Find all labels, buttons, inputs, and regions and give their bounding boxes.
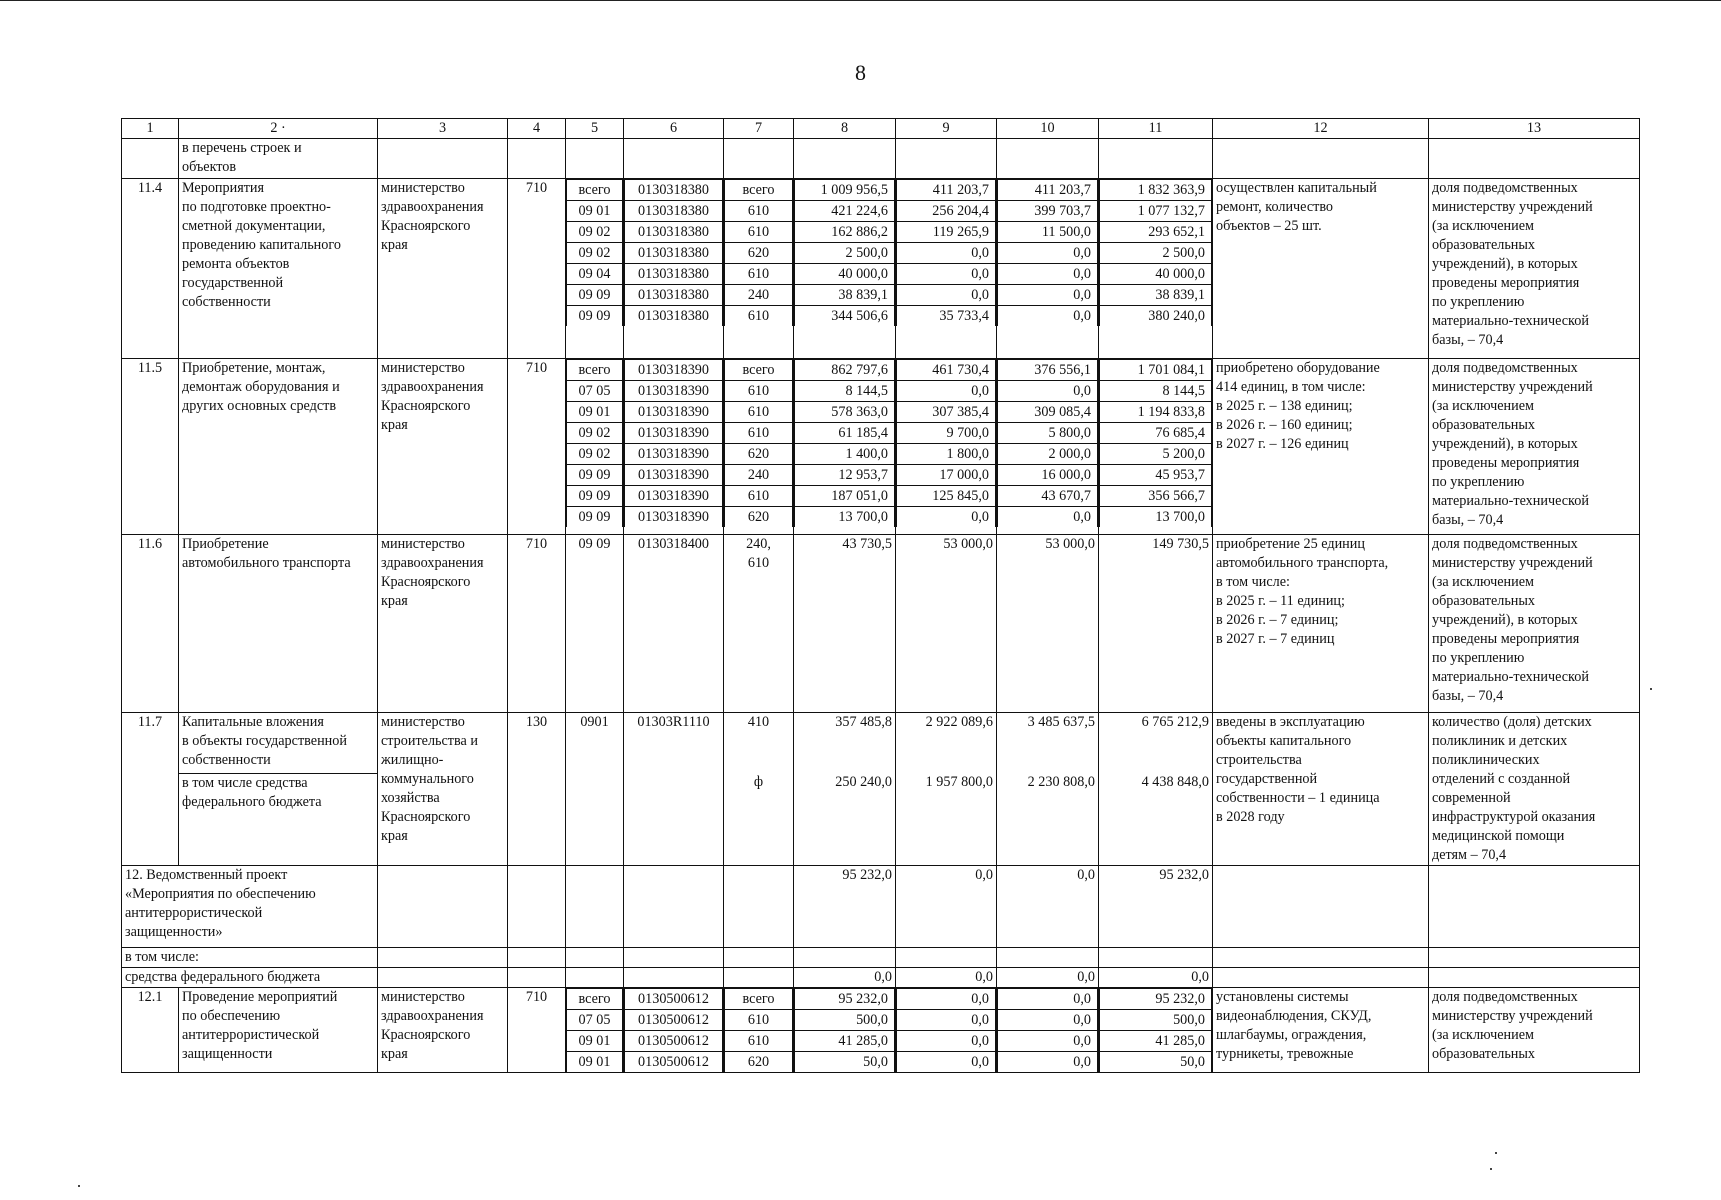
- y2-value: 0,0: [897, 243, 996, 264]
- csr-col: [624, 988, 724, 1073]
- rz-code: 0901: [566, 713, 624, 866]
- csr-value: 0130500612: [625, 989, 723, 1010]
- item-number: 12.1: [122, 988, 179, 1073]
- tot-value: 41 285,0: [1100, 1031, 1212, 1052]
- csr-value: 0130318390: [625, 486, 723, 507]
- y3-value: 0,0: [998, 285, 1098, 306]
- federal-funds-row: [122, 968, 1640, 988]
- table-row: [122, 139, 1640, 179]
- csr-col: [624, 359, 724, 535]
- vr-code: ф: [724, 773, 794, 865]
- executor: министерство строительства и жилищно- коммунального хозяйства Красноярского края: [378, 713, 508, 866]
- vr-value: 620: [725, 507, 793, 528]
- col-header: 6: [624, 119, 724, 139]
- scan-speck: [1490, 1168, 1492, 1170]
- y2-col: [896, 359, 997, 535]
- tot-value: 500,0: [1100, 1010, 1212, 1031]
- vr-value: всего: [725, 989, 793, 1010]
- y3-value: 11 500,0: [998, 222, 1098, 243]
- csr-value: 0130318390: [625, 381, 723, 402]
- year2-amount: 1 957 800,0: [896, 773, 997, 865]
- year1-amount: 43 730,5: [794, 535, 896, 713]
- y3-col: [997, 988, 1099, 1073]
- col-header: 13: [1429, 119, 1640, 139]
- vr-value: 610: [725, 423, 793, 444]
- y3-value: 0,0: [998, 507, 1098, 528]
- y2-value: 0,0: [897, 264, 996, 285]
- year2-amount: 0,0: [896, 866, 997, 948]
- item-name: Приобретение, монтаж, демонтаж оборудования и других основных средств: [179, 359, 378, 535]
- y2-value: 0,0: [897, 1052, 996, 1073]
- y2-value: 125 845,0: [897, 486, 996, 507]
- vr-col: [724, 988, 794, 1073]
- tot-value: 13 700,0: [1100, 507, 1212, 528]
- year3-amount: 3 485 637,5: [997, 713, 1099, 774]
- rz-col: [566, 359, 624, 535]
- rz-value: 09 01: [567, 201, 623, 222]
- year1-amount: 357 485,8: [794, 713, 896, 774]
- vr-value: 620: [725, 1052, 793, 1073]
- y2-value: 0,0: [897, 285, 996, 306]
- y3-value: 0,0: [998, 243, 1098, 264]
- grbs-code: 710: [508, 988, 566, 1073]
- item-number: 11.5: [122, 359, 179, 535]
- total-amount: 6 765 212,9: [1099, 713, 1213, 774]
- indicator-text: доля подведомственных министерству учреждений (за исключением образовательных учреждений), в которых проведены мероприятия по укреплению материально-технической базы, – 70,4: [1429, 535, 1640, 713]
- vr-value: всего: [725, 360, 793, 381]
- year1-amount: 250 240,0: [794, 773, 896, 865]
- tot-value: 95 232,0: [1100, 989, 1212, 1010]
- rz-col: [566, 988, 624, 1073]
- scan-speck: [1495, 1152, 1497, 1154]
- rz-value: 09 09: [567, 465, 623, 486]
- y2-value: 307 385,4: [897, 402, 996, 423]
- vr-value: 610: [725, 1010, 793, 1031]
- col-header: 5: [566, 119, 624, 139]
- tot-value: 1 194 833,8: [1100, 402, 1212, 423]
- csr-value: 0130318380: [625, 264, 723, 285]
- y1-col: [794, 988, 896, 1073]
- scan-speck: [78, 1185, 80, 1187]
- including-label: в том числе:: [122, 948, 378, 968]
- table-row-11-4: [122, 179, 1640, 359]
- year1-amount: 95 232,0: [794, 866, 896, 948]
- table-row-12-1: [122, 988, 1640, 1073]
- rz-value: всего: [567, 180, 623, 201]
- y1-value: 95 232,0: [795, 989, 895, 1010]
- csr-value: 0130318380: [625, 180, 723, 201]
- col-header: 3: [378, 119, 508, 139]
- y3-value: 43 670,7: [998, 486, 1098, 507]
- y2-value: 1 800,0: [897, 444, 996, 465]
- item-name: Проведение мероприятий по обеспечению антитеррористической защищенности: [179, 988, 378, 1073]
- y1-value: 862 797,6: [795, 360, 895, 381]
- y1-value: 2 500,0: [795, 243, 895, 264]
- rz-value: 09 01: [567, 1052, 623, 1073]
- year3-amount: 2 230 808,0: [997, 773, 1099, 865]
- vr-value: 610: [725, 486, 793, 507]
- col-header: 7: [724, 119, 794, 139]
- y3-value: 411 203,7: [998, 180, 1098, 201]
- csr-value: 0130318390: [625, 402, 723, 423]
- vr-value: 610: [725, 201, 793, 222]
- col-header: 2 ·: [179, 119, 378, 139]
- rz-value: 09 09: [567, 306, 623, 327]
- year3-amount: 53 000,0: [997, 535, 1099, 713]
- item-name: в перечень строек и объектов: [179, 139, 378, 179]
- y1-value: 61 185,4: [795, 423, 895, 444]
- grbs-code: 710: [508, 359, 566, 535]
- y2-value: 17 000,0: [897, 465, 996, 486]
- year3-amount: 0,0: [997, 866, 1099, 948]
- vr-value: 610: [725, 381, 793, 402]
- y2-value: 0,0: [897, 381, 996, 402]
- csr-value: 0130318390: [625, 507, 723, 528]
- total-col: [1099, 359, 1213, 535]
- rz-value: 09 02: [567, 243, 623, 264]
- y1-value: 41 285,0: [795, 1031, 895, 1052]
- y3-value: 0,0: [998, 1031, 1098, 1052]
- y2-col: [896, 179, 997, 359]
- y1-value: 1 009 956,5: [795, 180, 895, 201]
- csr-value: 0130318390: [625, 423, 723, 444]
- header-row: [122, 119, 1640, 139]
- total-col: [1099, 988, 1213, 1073]
- csr-value: 0130318390: [625, 444, 723, 465]
- y1-value: 162 886,2: [795, 222, 895, 243]
- total-amount: 149 730,5: [1099, 535, 1213, 713]
- grbs-code: 710: [508, 179, 566, 359]
- y3-value: 0,0: [998, 381, 1098, 402]
- y1-col: [794, 179, 896, 359]
- indicator-text: доля подведомственных министерству учреждений (за исключением образовательных учреждений), в которых проведены мероприятия по укреплению материально-технической базы, – 70,4: [1429, 179, 1640, 359]
- vr-value: 610: [725, 306, 793, 327]
- vr-value: 610: [725, 1031, 793, 1052]
- y2-value: 0,0: [897, 1010, 996, 1031]
- budget-table: [121, 118, 1640, 1073]
- vr-value: 610: [725, 264, 793, 285]
- executor: министерство здравоохранения Красноярского края: [378, 179, 508, 359]
- y3-col: [997, 179, 1099, 359]
- col-header: 11: [1099, 119, 1213, 139]
- grbs-code: 130: [508, 713, 566, 866]
- vr-code: 240, 610: [724, 535, 794, 713]
- y1-value: 13 700,0: [795, 507, 895, 528]
- result-text: приобретено оборудование 414 единиц, в том числе: в 2025 г. – 138 единиц; в 2026 г. – 160 единиц; в 2027 г. – 126 единиц: [1213, 359, 1429, 535]
- item-subname: в том числе средства федерального бюджета: [179, 773, 378, 865]
- csr-code: 01303R1110: [624, 713, 724, 866]
- rz-value: 09 02: [567, 423, 623, 444]
- rz-col: [566, 179, 624, 359]
- vr-code: 410: [724, 713, 794, 774]
- y2-value: 35 733,4: [897, 306, 996, 327]
- item-number: 11.6: [122, 535, 179, 713]
- rz-code: 09 09: [566, 535, 624, 713]
- y1-value: 8 144,5: [795, 381, 895, 402]
- csr-value: 0130500612: [625, 1031, 723, 1052]
- page-top-edge: [0, 0, 1721, 1]
- tot-value: 50,0: [1100, 1052, 1212, 1073]
- col-header: 12: [1213, 119, 1429, 139]
- y3-value: 0,0: [998, 306, 1098, 327]
- result-text: осуществлен капитальный ремонт, количество объектов – 25 шт.: [1213, 179, 1429, 359]
- y2-value: 256 204,4: [897, 201, 996, 222]
- y1-value: 38 839,1: [795, 285, 895, 306]
- total-amount: 95 232,0: [1099, 866, 1213, 948]
- year3-amount: 0,0: [997, 968, 1099, 988]
- tot-value: 1 077 132,7: [1100, 201, 1212, 222]
- rz-value: 09 01: [567, 402, 623, 423]
- item-number: 11.4: [122, 179, 179, 359]
- vr-value: 610: [725, 402, 793, 423]
- csr-value: 0130500612: [625, 1010, 723, 1031]
- tot-value: 5 200,0: [1100, 444, 1212, 465]
- tot-value: 1 701 084,1: [1100, 360, 1212, 381]
- grbs-code: 710: [508, 535, 566, 713]
- y2-value: 461 730,4: [897, 360, 996, 381]
- csr-value: 0130318380: [625, 285, 723, 306]
- col-header: 10: [997, 119, 1099, 139]
- tot-value: 2 500,0: [1100, 243, 1212, 264]
- rz-value: 07 05: [567, 1010, 623, 1031]
- y1-value: 421 224,6: [795, 201, 895, 222]
- vr-value: 620: [725, 444, 793, 465]
- federal-funds-label: средства федерального бюджета: [122, 968, 378, 988]
- total-amount: 0,0: [1099, 968, 1213, 988]
- csr-col: [624, 179, 724, 359]
- rz-value: всего: [567, 989, 623, 1010]
- table-row-11-5: [122, 359, 1640, 535]
- result-text: введены в эксплуатацию объекты капитального строительства государственной собственности – 1 единица в 2028 году: [1213, 713, 1429, 866]
- y3-col: [997, 359, 1099, 535]
- year1-amount: 0,0: [794, 968, 896, 988]
- table-row-11-6: [122, 535, 1640, 713]
- csr-value: 0130500612: [625, 1052, 723, 1073]
- y3-value: 16 000,0: [998, 465, 1098, 486]
- csr-value: 0130318390: [625, 360, 723, 381]
- result-text: приобретение 25 единиц автомобильного транспорта, в том числе: в 2025 г. – 11 единиц; в 2026 г. – 7 единиц; в 2027 г. – 7 единиц: [1213, 535, 1429, 713]
- col-header: 9: [896, 119, 997, 139]
- y2-value: 9 700,0: [897, 423, 996, 444]
- item-name: Приобретение автомобильного транспорта: [179, 535, 378, 713]
- y1-value: 1 400,0: [795, 444, 895, 465]
- including-row: [122, 948, 1640, 968]
- y3-value: 309 085,4: [998, 402, 1098, 423]
- vr-value: 620: [725, 243, 793, 264]
- result-text: установлены системы видеонаблюдения, СКУД, шлагбаумы, ограждения, турникеты, тревожные: [1213, 988, 1429, 1073]
- tot-value: 380 240,0: [1100, 306, 1212, 327]
- csr-value: 0130318380: [625, 201, 723, 222]
- y1-value: 50,0: [795, 1052, 895, 1073]
- y1-value: 40 000,0: [795, 264, 895, 285]
- y2-value: 119 265,9: [897, 222, 996, 243]
- y3-value: 0,0: [998, 1010, 1098, 1031]
- vr-col: [724, 359, 794, 535]
- y1-value: 187 051,0: [795, 486, 895, 507]
- csr-value: 0130318390: [625, 465, 723, 486]
- tot-value: 45 953,7: [1100, 465, 1212, 486]
- item-number: 11.7: [122, 713, 179, 866]
- rz-value: 09 02: [567, 444, 623, 465]
- y2-value: 0,0: [897, 1031, 996, 1052]
- tot-value: 40 000,0: [1100, 264, 1212, 285]
- tot-value: 1 832 363,9: [1100, 180, 1212, 201]
- rz-value: 09 02: [567, 222, 623, 243]
- y3-value: 5 800,0: [998, 423, 1098, 444]
- total-col: [1099, 179, 1213, 359]
- indicator-text: доля подведомственных министерству учреждений (за исключением образовательных: [1429, 988, 1640, 1073]
- year2-amount: 2 922 089,6: [896, 713, 997, 774]
- y3-value: 2 000,0: [998, 444, 1098, 465]
- col-header: 4: [508, 119, 566, 139]
- y1-value: 12 953,7: [795, 465, 895, 486]
- rz-value: всего: [567, 360, 623, 381]
- rz-value: 07 05: [567, 381, 623, 402]
- csr-code: 0130318400: [624, 535, 724, 713]
- executor: министерство здравоохранения Красноярского края: [378, 988, 508, 1073]
- col-header: 8: [794, 119, 896, 139]
- csr-value: 0130318380: [625, 222, 723, 243]
- item-name: Мероприятия по подготовке проектно- сметной документации, проведению капитального ремонта объектов государственной собственности: [179, 179, 378, 359]
- rz-value: 09 04: [567, 264, 623, 285]
- y3-value: 376 556,1: [998, 360, 1098, 381]
- rz-value: 09 09: [567, 486, 623, 507]
- scan-speck: [1650, 688, 1652, 690]
- y2-value: 411 203,7: [897, 180, 996, 201]
- rz-value: 09 09: [567, 285, 623, 306]
- executor: министерство здравоохранения Красноярского края: [378, 359, 508, 535]
- y3-value: 0,0: [998, 989, 1098, 1010]
- year2-amount: 53 000,0: [896, 535, 997, 713]
- tot-value: 293 652,1: [1100, 222, 1212, 243]
- table-row-11-7: [122, 713, 1640, 774]
- y1-col: [794, 359, 896, 535]
- y1-value: 500,0: [795, 1010, 895, 1031]
- rz-value: 09 09: [567, 507, 623, 528]
- y2-value: 0,0: [897, 507, 996, 528]
- y2-value: 0,0: [897, 989, 996, 1010]
- project-12-row: [122, 866, 1640, 948]
- indicator-text: доля подведомственных министерству учреждений (за исключением образовательных учреждений), в которых проведены мероприятия по укреплению материально-технической базы, – 70,4: [1429, 359, 1640, 535]
- tot-value: 38 839,1: [1100, 285, 1212, 306]
- y2-col: [896, 988, 997, 1073]
- total-amount: 4 438 848,0: [1099, 773, 1213, 865]
- y3-value: 0,0: [998, 264, 1098, 285]
- col-header: 1: [122, 119, 179, 139]
- vr-value: 240: [725, 285, 793, 306]
- vr-value: 610: [725, 222, 793, 243]
- vr-value: всего: [725, 180, 793, 201]
- csr-value: 0130318380: [625, 243, 723, 264]
- y1-value: 578 363,0: [795, 402, 895, 423]
- year2-amount: 0,0: [896, 968, 997, 988]
- y1-value: 344 506,6: [795, 306, 895, 327]
- tot-value: 76 685,4: [1100, 423, 1212, 444]
- vr-col: [724, 179, 794, 359]
- tot-value: 356 566,7: [1100, 486, 1212, 507]
- y3-value: 0,0: [998, 1052, 1098, 1073]
- page-number: 8: [855, 60, 866, 85]
- project-title: 12. Ведомственный проект «Мероприятия по обеспечению антитеррористической защищенности»: [122, 866, 378, 948]
- item-name: Капитальные вложения в объекты государственной собственности: [179, 713, 378, 774]
- y3-value: 399 703,7: [998, 201, 1098, 222]
- rz-value: 09 01: [567, 1031, 623, 1052]
- indicator-text: количество (доля) детских поликлиник и детских поликлинических отделений с созданной современной инфраструктурой оказания медицинской помощи детям – 70,4: [1429, 713, 1640, 866]
- csr-value: 0130318380: [625, 306, 723, 327]
- tot-value: 8 144,5: [1100, 381, 1212, 402]
- executor: министерство здравоохранения Красноярского края: [378, 535, 508, 713]
- vr-value: 240: [725, 465, 793, 486]
